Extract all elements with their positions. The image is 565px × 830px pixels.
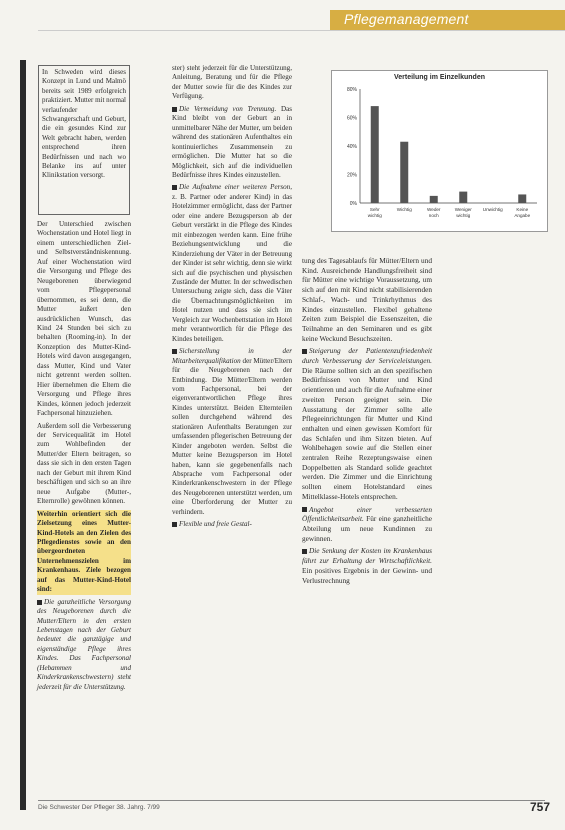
- bullet-square-icon: [302, 549, 307, 554]
- col1-paragraph-1: Der Unterschied zwischen Wochenstation und Hotel liegt in einem unterschiedlichen Ziel- und Selbstverständniskennung. Auf einer Wochenstation wird die Versorgung und Pflege des Neugeborenen überwiegend vom Pflegepersonal übernommen, es sei denn, die Mutter äußert den ausdrücklichen Wunsch, das Kind 24 Stunden bei sich zu behalten (Rooming-in). In der Konzeption des Mutter-Kind-Hotels wird davon ausgegangen, dass Mutter, Kind und Vater nicht getrennt werden sollten. Hier übernehmen die Eltern die Versorgung und Pflege ihres Kindes, können jedoch jederzeit Fachpersonal hinzuziehen.: [37, 220, 131, 418]
- y-tick-label: 40%: [346, 144, 357, 150]
- col3-item-7: Angebot einer verbesserten Öffentlichkeitsarbeit. Für eine ganzheitliche Abteilung um neue Kundinnen zu gewinnen.: [302, 504, 433, 543]
- x-tick-label: Sehr: [369, 207, 380, 212]
- chart-title: Verteilung im Einzelkunden: [393, 74, 486, 81]
- chart-svg: [332, 71, 547, 231]
- info-box-text: In Schweden wird dieses Konzept in Lund und Malmö bereits seit 1989 erfolgreich praktiziert. Mutter mit normal verlaufender Schwangerschaft und Geburt, die ein gesundes Kind zur Welt gebracht haben, werden entsprechend ihren Bedürfnissen und nach wo Belanke ins auf unter Klinikstation versorgt.: [42, 68, 126, 180]
- column-2: [172, 64, 292, 533]
- page-number: 757: [530, 800, 551, 814]
- y-tick-label: 0%: [349, 201, 357, 207]
- col1-paragraph-2: Außerdem soll die Verbesserung der Servicequalität im Hotel zum Wohlbefinden der Mutter/der Eltern beitragen, so dass sie sich in den ersten Tagen nach der Geburt mit ihrem Kind beschäftigen und sich so an ihre neue Aufgabe (Mutter-, Elternrolle) gewöhnen können.: [37, 421, 131, 506]
- column-3: [302, 256, 432, 588]
- bullet-square-icon: [172, 349, 177, 354]
- chart-bar: [400, 142, 408, 203]
- x-tick-label: Wichtig: [396, 207, 412, 212]
- chart-bar: [518, 194, 526, 203]
- y-tick-label: 20%: [346, 172, 357, 179]
- column-1: [37, 220, 131, 695]
- col2-item-4: Sicherstellung in der Mitarbeiterqualifikation der Mütter/Eltern für die Neugeborenen nach der Entbindung. Die Mütter/Eltern werden vom Fachpersonal, bei der eigenverantwortlichen Pflege ihres Kindes unterstützt. Beiden Elternteilen sollen durchgehend während des stationären Aufenthalts Beratungen zur umfassenden pflegerischen Betreuung der Kinder angeboten werden. Selbst die Mutter keine Bezugsperson im Hotel haben, kann sie gegebenenfalls nach Absprache vom Fachpersonal oder Kinderkrankenschwestern in der Pflege des Neugeborenen unterstützt werden, um eine Überforderung der Mutter zu verhindern.: [172, 347, 292, 516]
- col2-item-5: Flexible und freie Gestal-: [172, 520, 292, 529]
- col1-item-1: Die ganzheitliche Versorgung des Neugeborenen durch die Mutter/Eltern in den ersten Lebenstagen nach der Geburt bedeutet die ganztägige und eigenständige Pflege ihres Kindes. Das Fachpersonal (Hebammen und Kinderkrankenschwestern) steht jederzeit für die Unterstützung.: [37, 597, 131, 691]
- col1-highlight: Weiterhin orientiert sich die Zielsetzung eines Mutter-Kind-Hotels an den Zielen des Pflegedienstes sowie an den übergeordneten Unternehmenszielen im Krankenhaus. Ziele bezogen auf das Mutter-Kind-Hotel sind:: [37, 509, 131, 594]
- x-tick-label: Weder: [427, 207, 441, 212]
- chart-bar: [371, 106, 379, 203]
- bullet-square-icon: [172, 522, 177, 527]
- x-tick-label: Keine: [516, 207, 529, 212]
- bullet-square-icon: [172, 185, 177, 190]
- chart-bar: [459, 192, 467, 203]
- col3-item-8: Die Senkung der Kosten im Krankenhaus führt zur Erhaltung der Wirtschaftlichkeit. Ein positives Ergebnis in der Gewinn- und Verlustrechnung: [302, 546, 432, 585]
- col2-paragraph-1: ster) steht jederzeit für die Unterstützung, Anleitung, Beratung und für die Pflege der Mutter sowie für die des Kindes zur Verfügung.: [172, 64, 292, 101]
- x-tick-label: wichtig: [456, 213, 471, 218]
- bullet-square-icon: [172, 107, 177, 112]
- y-tick-label: 80%: [346, 87, 357, 93]
- chart-bar: [430, 196, 438, 203]
- bullet-square-icon: [37, 600, 42, 605]
- sidebar-bar: [20, 60, 26, 810]
- info-box: [38, 65, 130, 215]
- section-title: Pflegemanagement: [344, 11, 469, 27]
- bullet-square-icon: [302, 349, 307, 354]
- footer-rule: [38, 800, 545, 801]
- y-tick-label: 60%: [346, 115, 357, 122]
- bullet-square-icon: [302, 507, 307, 512]
- footer-source: Die Schwester Der Pfleger 38. Jahrg. 7/99: [38, 804, 160, 811]
- top-rule: [38, 30, 565, 31]
- x-tick-label: wichtig: [367, 213, 382, 218]
- x-tick-label: noch: [428, 213, 439, 218]
- col3-paragraph-1: tung des Tagesablaufs für Mütter/Eltern und Kind. Ausreichende Handlungsfreiheit sind für Mütter eine wichtige Voraussetzung, um sich auf den mit Kind nicht stabilisierenden Schlaf-, Wach- und Trinkrhythmus des Kindes einzustellen. Flexibel gehaltene Zeiten zum Beispiel die Essenszeiten, die Teilnahme an den Seminaren und es gibt keine Weckund Besuchszeiten.: [302, 256, 432, 343]
- x-tick-label: Angabe: [514, 213, 531, 218]
- x-tick-label: Weniger: [454, 207, 472, 212]
- x-tick-label: Unwichtig: [482, 207, 503, 212]
- col2-item-2: Die Vermeidung von Trennung. Das Kind bleibt von der Geburt an in unmittelbarer Nähe der Mutter, um beiden während des stationären Aufenthaltes ein kontinuierliches Zusammensein zu ermöglichen. Die Mutter hat so die Möglichkeit, sich auf die individuellen Bedürfnisse ihres Kindes einzustellen.: [172, 104, 292, 179]
- col2-item-3: Die Aufnahme einer weiteren Person, z. B. Partner oder anderer Kind) in das Hotelzimmer ermöglicht, dass der Partner oder eine andere Bezugsperson ab der Geburt verstärkt in die Pflege des Kindes mit einbezogen werden kann. Eine frühe Beziehungsentwicklung und die Kinderziehung der Väter in der Betreuung der Kinder ist sehr wichtig, denn sie wirkt sich auf die psychischen und physischen Zustände der Mutter. In der schwedischen Untersuchung zeigte sich, dass die Väter die Übernachtungsmöglichkeiten im Hotel nutzen und dass sie sich im Vergleich zur Wochenbettstation im Hotel mehr verantwortlich für die Pflege des Kindes beteiligen.: [172, 183, 292, 343]
- bar-chart: [331, 70, 548, 232]
- col3-item-6: Steigerung der Patientenzufriedenheit durch Verbesserung der Serviceleistungen. Die Räume sollten sich an den spezifischen Bedürfnissen von Mutter und Kind orientieren und auch für die Aufnahme einer zweiten Person geeignet sein. Die Ausstattung der Zimmer sollte alle Pflegeeinrichtungen für Mutter und Kind enthalten und einen gewissen Komfort für das Schlafen und ihm Sitzen bieten. Auf Wohlbehagen sowie auf die Stellen einer zentralen Reihe Rezeptungswaise einen Doppelbetten als Standard solide geachtet werden. Die Zimmer und die Einrichtung sollten einem Hotelstandard eines Mittelklasse-Hotels entsprechen.: [302, 346, 432, 501]
